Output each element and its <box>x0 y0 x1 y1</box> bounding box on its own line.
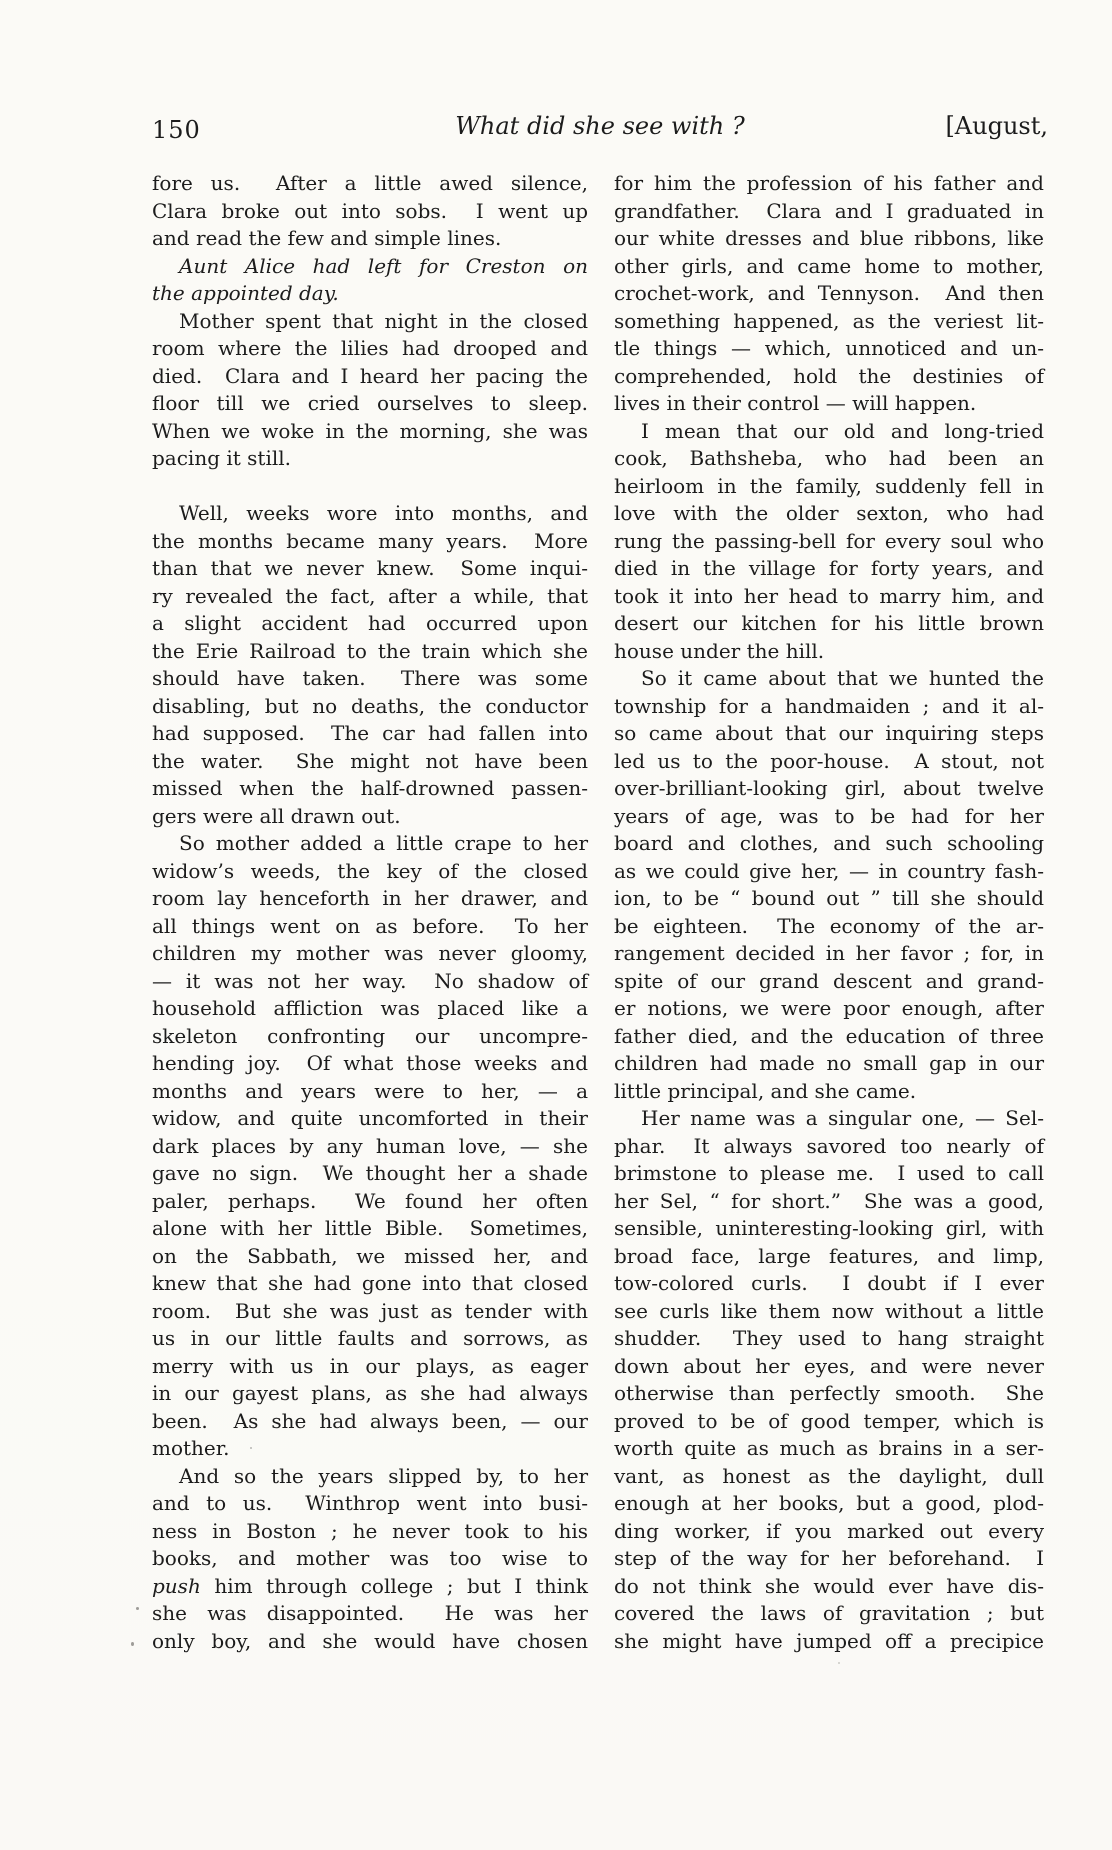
text-line: skeleton confronting our uncompre- <box>152 1023 588 1048</box>
text-line: comprehended, hold the destinies of <box>614 363 1044 388</box>
text-line: do not think she would ever have dis- <box>614 1573 1044 1598</box>
text-line: the Erie Railroad to the train which she <box>152 638 588 663</box>
text-line: ding worker, if you marked out every <box>614 1518 1044 1543</box>
text-line: room. But she was just as tender with <box>152 1298 588 1323</box>
text-line: Her name was a singular one, — Sel- <box>641 1106 1044 1130</box>
text-line: dark places by any human love, — she <box>152 1133 588 1158</box>
text-line: proved to be of good temper, which is <box>614 1408 1044 1433</box>
right-column <box>614 170 1044 1655</box>
text-line: she might have jumped off a precipice <box>614 1628 1044 1653</box>
text-line: ness in Boston ; he never took to his <box>152 1518 588 1543</box>
text-line: a slight accident had occurred upon <box>152 611 588 635</box>
text-line: So mother added a little crape to her <box>179 831 588 855</box>
text-line: phar. It always savored too nearly of <box>614 1133 1044 1158</box>
text-line: had supposed. The car had fallen into <box>152 721 588 745</box>
header-issue-date: [August, <box>945 112 1048 140</box>
text-line: vant, as honest as the daylight, dull <box>614 1463 1044 1488</box>
text-line: er notions, we were poor enough, after <box>614 996 1044 1020</box>
text-line: floor till we cried ourselves to sleep. <box>152 391 588 415</box>
text-line: other girls, and came home to mother, <box>614 253 1044 278</box>
text-line: household affliction was placed like a <box>152 996 588 1020</box>
text-line: she was disappointed. He was her <box>152 1601 588 1625</box>
text-line: ry revealed the fact, after a while, that <box>152 583 588 608</box>
text-line: I mean that our old and long-tried <box>641 418 1044 443</box>
text-line: rangement decided in her favor ; for, in <box>614 941 1044 965</box>
text-line: rung the passing-bell for every soul who <box>614 528 1044 553</box>
text-line: see curls like them now without a little <box>614 1298 1044 1323</box>
text-line: crochet-work, and Tennyson. And then <box>614 281 1044 305</box>
text-line: Clara broke out into sobs. I went up <box>152 198 588 223</box>
text-line: over-brilliant-looking girl, about twelve <box>614 776 1044 800</box>
text-line: heirloom in the family, suddenly fell in <box>614 473 1044 498</box>
text-line: hending joy. Of what those weeks and <box>152 1051 588 1075</box>
text-line: missed when the half-drowned passen- <box>152 776 588 800</box>
text-line: for him the profession of his father and <box>614 171 1044 195</box>
text-line: should have taken. There was some <box>152 666 588 690</box>
text-line: Well, weeks wore into months, and <box>179 501 588 525</box>
scan-speck <box>131 1642 134 1646</box>
text-line: all things went on as before. To her <box>152 913 588 938</box>
text-line: Mother spent that night in the closed <box>179 308 588 333</box>
text-line: gave no sign. We thought her a shade <box>152 1161 588 1185</box>
text-line: And so the years slipped by, to her <box>179 1463 588 1488</box>
text-line: died. Clara and I heard her pacing the <box>152 363 588 388</box>
text-line: her Sel, “ for short.” She was a good, <box>614 1188 1044 1213</box>
text-line: mother. <box>152 1436 230 1460</box>
text-line: broad face, large features, and limp, <box>614 1243 1044 1268</box>
text-line: sensible, uninteresting-looking girl, with <box>614 1216 1044 1240</box>
text-line: spite of our grand descent and grand- <box>614 968 1044 993</box>
text-line: as we could give her, — in country fash- <box>614 858 1044 883</box>
text-line: push him through college ; but I think <box>152 1573 588 1598</box>
text-line: books, and mother was too wise to <box>152 1546 588 1570</box>
text-line: the water. She might not have been <box>152 748 588 773</box>
text-line: took it into her head to marry him, and <box>614 583 1044 608</box>
text-line: in our gayest plans, as she had always <box>152 1381 588 1405</box>
text-line: grandfather. Clara and I graduated in <box>614 198 1044 223</box>
text-line: paler, perhaps. We found her often <box>152 1188 588 1213</box>
text-line: alone with her little Bible. Sometimes, <box>152 1216 588 1240</box>
scan-speck <box>838 1662 840 1664</box>
text-line: little principal, and she came. <box>614 1078 917 1103</box>
text-line: board and clothes, and such schooling <box>614 831 1044 855</box>
blank-line <box>152 473 588 501</box>
text-line: been. As she had always been, — our <box>152 1408 588 1433</box>
text-line: and to us. Winthrop went into busi- <box>152 1491 588 1515</box>
text-line: Aunt Alice had left for Creston on <box>179 253 588 278</box>
text-line: covered the laws of gravitation ; but <box>614 1601 1044 1625</box>
text-line: gers were all drawn out. <box>152 803 401 828</box>
text-line: So it came about that we hunted the <box>641 666 1044 690</box>
text-line: tle things — which, unnoticed and un- <box>614 336 1044 360</box>
text-line: down about her eyes, and were never <box>614 1353 1044 1378</box>
text-line: died in the village for forty years, and <box>614 556 1044 580</box>
text-line: children had made no small gap in our <box>614 1051 1044 1075</box>
text-line: led us to the poor-house. A stout, not <box>614 748 1044 773</box>
text-line: knew that she had gone into that closed <box>152 1271 588 1295</box>
text-line: room where the lilies had drooped and <box>152 336 588 360</box>
text-line: ion, to be “ bound out ” till she should <box>614 886 1044 910</box>
text-line: pacing it still. <box>152 446 292 470</box>
text-line: township for a handmaiden ; and it al- <box>614 693 1044 718</box>
text-line: shudder. They used to hang straight <box>614 1326 1044 1350</box>
text-line: worth quite as much as brains in a ser- <box>614 1436 1044 1460</box>
text-line: the months became many years. More <box>152 528 588 553</box>
text-line: lives in their control — will happen. <box>614 391 977 415</box>
text-line: tow-colored curls. I doubt if I ever <box>614 1271 1044 1295</box>
text-line: step of the way for her beforehand. I <box>614 1546 1044 1570</box>
text-line: desert our kitchen for his little brown <box>614 611 1044 635</box>
scan-speck <box>250 1447 252 1449</box>
text-line: cook, Bathsheba, who had been an <box>614 446 1044 470</box>
running-title: What did she see with ? <box>455 112 745 140</box>
text-line: and read the few and simple lines. <box>152 226 502 250</box>
text-line: us in our little faults and sorrows, as <box>152 1326 588 1350</box>
text-line: house under the hill. <box>614 638 825 663</box>
left-column <box>152 170 588 1655</box>
page-number: 150 <box>152 116 201 144</box>
text-line: on the Sabbath, we missed her, and <box>152 1243 588 1268</box>
text-line: enough at her books, but a good, plod- <box>614 1491 1044 1515</box>
text-line: than that we never knew. Some inqui- <box>152 556 588 580</box>
text-line: disabling, but no deaths, the conductor <box>152 693 588 718</box>
text-line: father died, and the education of three <box>614 1023 1044 1048</box>
text-line: only boy, and she would have chosen <box>152 1628 588 1653</box>
text-line: When we woke in the morning, she was <box>152 418 588 443</box>
text-line: widow, and quite uncomforted in their <box>152 1106 588 1130</box>
text-line: years of age, was to be had for her <box>614 803 1044 828</box>
text-line: merry with us in our plays, as eager <box>152 1353 588 1378</box>
text-line: be eighteen. The economy of the ar- <box>614 913 1044 938</box>
text-line: so came about that our inquiring steps <box>614 721 1044 745</box>
text-line: our white dresses and blue ribbons, like <box>614 226 1044 250</box>
text-line: widow’s weeds, the key of the closed <box>152 858 588 883</box>
text-line: brimstone to please me. I used to call <box>614 1161 1044 1185</box>
text-line: something happened, as the veriest lit- <box>614 308 1044 333</box>
text-line: room lay henceforth in her drawer, and <box>152 886 588 910</box>
text-line: love with the older sexton, who had <box>614 501 1044 525</box>
scan-speck <box>136 1607 139 1610</box>
text-line: — it was not her way. No shadow of <box>152 968 588 993</box>
text-line: otherwise than perfectly smooth. She <box>614 1381 1044 1405</box>
text-line: fore us. After a little awed silence, <box>152 171 588 195</box>
text-line: children my mother was never gloomy, <box>152 941 588 965</box>
text-line: the appointed day. <box>152 281 339 305</box>
text-line: months and years were to her, — a <box>152 1078 588 1103</box>
page-header <box>152 112 1048 148</box>
